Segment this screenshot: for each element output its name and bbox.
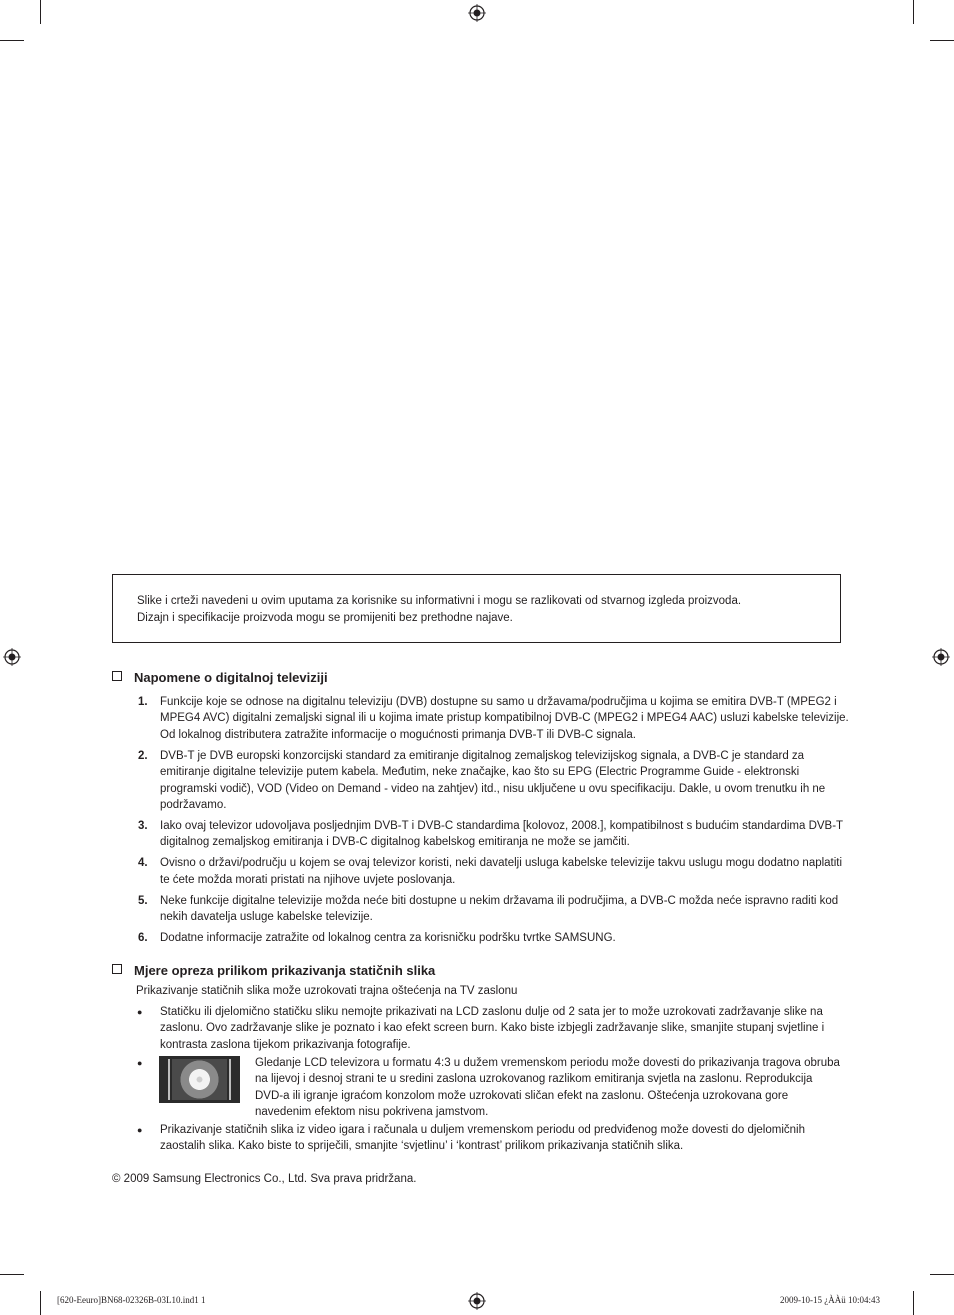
item-number: 2. — [138, 749, 148, 762]
list-item — [112, 893, 852, 926]
bullet-text: Statičku ili djelomično statičku sliku nemojte prikazivati na LCD zaslonu dulje od 2 sata jer to može uzrokovati zadržavanje slike na zaslonu. Ovo zadržavanje slike je poznato i kao efekt screen burn. Kako biste izbjegli zadržavanje slike, smanjite stupanj svjetline i kontrasta zaslona tijekom prikazivanja fotografije. — [160, 1006, 825, 1051]
crop-mark — [913, 1291, 914, 1315]
bullet-icon: ● — [137, 1007, 143, 1017]
list-item — [112, 930, 852, 946]
registration-mark-icon — [932, 648, 950, 666]
bullet-icon: ● — [137, 1058, 143, 1068]
bullet-icon: ● — [137, 1125, 143, 1135]
crop-mark — [0, 40, 24, 41]
border-trace — [229, 1059, 231, 1100]
registration-mark-icon — [468, 4, 486, 22]
crop-mark — [913, 0, 914, 24]
crop-mark — [930, 1274, 954, 1275]
item-text: Neke funkcije digitalne televizije možda neće biti dostupne u nekim državama ili područjima, a DVB-C možda neće ispravno raditi kod nekih davatelja usluge kabelske televizije. — [160, 894, 839, 924]
section-title: Napomene o digitalnoj televiziji — [134, 670, 328, 685]
digital-tv-notes-list — [112, 694, 852, 951]
list-item — [112, 694, 852, 743]
disclaimer-line: Slike i crteži navedeni u ovim uputama za korisnike su informativni i mogu se razlikovati od stvarnog izgleda proizvoda. — [137, 595, 742, 607]
crop-mark — [930, 40, 954, 41]
section-intro: Prikazivanje statičnih slika može uzrokovati trajna oštećenja na TV zaslonu — [136, 985, 518, 997]
disclaimer-line: Dizajn i specifikacije proizvoda mogu se promijeniti bez prethodne najave. — [137, 612, 513, 624]
print-slug-file: [620-Eeuro]BN68-02326B-03L10.ind1 1 — [57, 1295, 206, 1305]
crop-mark — [40, 0, 41, 24]
disclaimer-box — [112, 574, 841, 643]
checkbox-bullet-icon — [112, 964, 122, 974]
section-heading-static-images — [112, 963, 435, 978]
bullet-text: Gledanje LCD televizora u formatu 4:3 u dužem vremenskom periodu može dovesti do prikazivanja tragova obruba na lijevoj i desnoj strani te u sredini zaslona uzrokovanog razlikom emitiranja svjetla na zaslonu. Reprodukcija DVD-a ili igranje igraćom konzolom može uzrokovati sličan efekt na zaslonu. Oštećenja uzrokovana gore navedenim efektom nisu pokrivena jamstvom. — [255, 1057, 840, 1119]
tv-screen-flower-image — [159, 1056, 240, 1103]
crop-mark — [0, 1274, 24, 1275]
item-number: 5. — [138, 894, 148, 907]
item-text: Ovisno o državi/području u kojem se ovaj televizor koristi, neki davatelji usluga kabelske televizije takvu uslugu mogu dodatno naplatiti te ćete možda morati pristati na njihove uvjete poslovanja. — [160, 857, 843, 886]
item-number: 3. — [138, 820, 148, 833]
list-item — [112, 855, 852, 888]
section-title: Mjere opreza prilikom prikazivanja statičnih slika — [134, 963, 436, 978]
list-item — [112, 748, 852, 814]
item-text: Funkcije koje se odnose na digitalnu televiziju (DVB) dostupne su samo u državama/područjima u kojima se emitira DVB-T (MPEG2 i MPEG4 AVC) digitalni zemaljski signal ili u kojima imate pristup kompatibilnoj DVB-C (MPEG2 i MPEG4 AAC) usluzi kabelske televizije. Od lokalnog distributera zatražite informacije o mogućnosti primanja DVB-T ili DVB-C signala. — [160, 696, 849, 741]
list-item — [112, 818, 852, 851]
item-number: 1. — [138, 696, 148, 708]
item-number: 4. — [138, 857, 148, 870]
print-slug-date: 2009-10-15 ¿ÀÀü 10:04:43 — [780, 1295, 880, 1305]
item-text: DVB-T je DVB europski konzorcijski standard za emitiranje digitalnog zemaljskog televizijskog signala, a DVB-C je standard za emitiranje digitalne televizije putem kabela. Međutim, neke značajke, kao što su EPG (Electric Programme Guide - elektronski programski vodič), VOD (Video on Demand - video na zahtjev) itd., nisu uključene u ovu specifikaciju. Dakle, u ovom trenutku ih ne podržavamo. — [160, 749, 826, 812]
item-number: 6. — [138, 932, 148, 945]
copyright-notice: © 2009 Samsung Electronics Co., Ltd. Sva prava pridržana. — [112, 1173, 417, 1185]
flower-picture — [172, 1059, 227, 1100]
crop-mark — [40, 1291, 41, 1315]
registration-mark-icon — [468, 1292, 486, 1310]
border-trace — [168, 1059, 170, 1100]
bullet-text: Prikazivanje statičnih slika iz video igara i računala u duljem vremenskom periodu od predviđenog može dovesti do djelomičnih zaostalih slika. Kako biste to spriječili, smanjite ‘svjetlinu’ i ‘kontrast’ prilikom prikazivanja statičnih slika. — [160, 1124, 805, 1153]
section-heading-digital-tv — [112, 670, 328, 685]
registration-mark-icon — [3, 648, 21, 666]
checkbox-bullet-icon — [112, 671, 122, 681]
item-text: Dodatne informacije zatražite od lokalnog centra za korisničku podršku tvrtke SAMSUNG. — [160, 932, 616, 945]
item-text: Iako ovaj televizor udovoljava posljednjim DVB-T i DVB-C standardima [kolovoz, 2008.], kompatibilnost s budućim standardima DVB-T digitalnog zemaljskog emitiranja i DVB-C digitalnog kabelskog emitiranja ne može se jamčiti. — [160, 820, 843, 849]
